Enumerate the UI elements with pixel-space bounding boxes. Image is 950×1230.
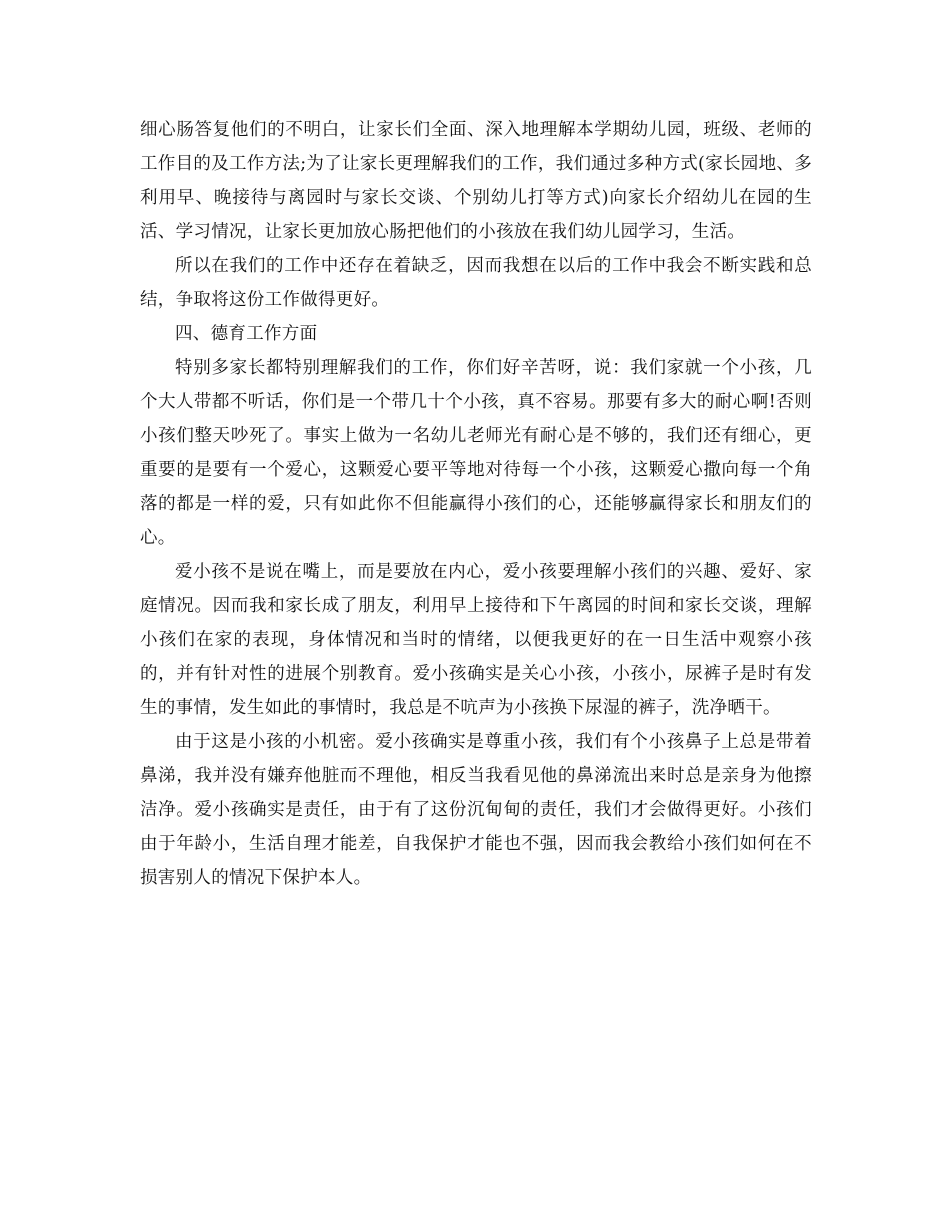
paragraph: 特别多家长都特别理解我们的工作，你们好辛苦呀，说：我们家就一个小孩，几个大人带都不听话，你们是一个带几十个小孩，真不容易。那要有多大的耐心啊!否则小孩们整天吵死了。事实上做为一名幼儿老师光有耐心是不够的，我们还有细心，更重要的是要有一个爱心，这颗爱心要平等地对待每一个小孩，这颗爱心撒向每一个角落的都是一样的爱，只有如此你不但能赢得小孩们的心，还能够赢得家长和朋友们的心。: [140, 358, 812, 548]
paragraph-continued: 细心肠答复他们的不明白，让家长们全面、深入地理解本学期幼儿园，班级、老师的工作目的及工作方法;为了让家长更理解我们的工作，我们通过多种方式(家长园地、多利用早、晚接待与离园时与家长交谈、个别幼儿打等方式)向家长介绍幼儿在园的生活、学习情况，让家长更加放心肠把他们的小孩放在我们幼儿园学习，生活。: [140, 120, 812, 242]
paragraph: 由于这是小孩的小机密。爱小孩确实是尊重小孩，我们有个小孩鼻子上总是带着鼻涕，我并没有嫌弃他脏而不理他，相反当我看见他的鼻涕流出来时总是亲身为他擦洁净。爱小孩确实是责任，由于有了这份沉甸甸的责任，我们才会做得更好。小孩们由于年龄小，生活自理才能差，自我保护才能也不强，因而我会教给小孩们如何在不损害别人的情况下保护本人。: [140, 732, 812, 888]
document-body: [140, 113, 812, 895]
section-heading: 四、德育工作方面: [175, 324, 318, 344]
paragraph: 爱小孩不是说在嘴上，而是要放在内心，爱小孩要理解小孩们的兴趣、爱好、家庭情况。因而我和家长成了朋友，利用早上接待和下午离园的时间和家长交谈，理解小孩们在家的表现，身体情况和当时的情绪，以便我更好的在一日生活中观察小孩的，并有针对性的进展个别教育。爱小孩确实是关心小孩，小孩小，尿裤子是时有发生的事情，发生如此的事情时，我总是不吭声为小孩换下尿湿的裤子，洗净晒干。: [140, 562, 812, 718]
paragraph: 所以在我们的工作中还存在着缺乏，因而我想在以后的工作中我会不断实践和总结，争取将这份工作做得更好。: [140, 256, 812, 310]
